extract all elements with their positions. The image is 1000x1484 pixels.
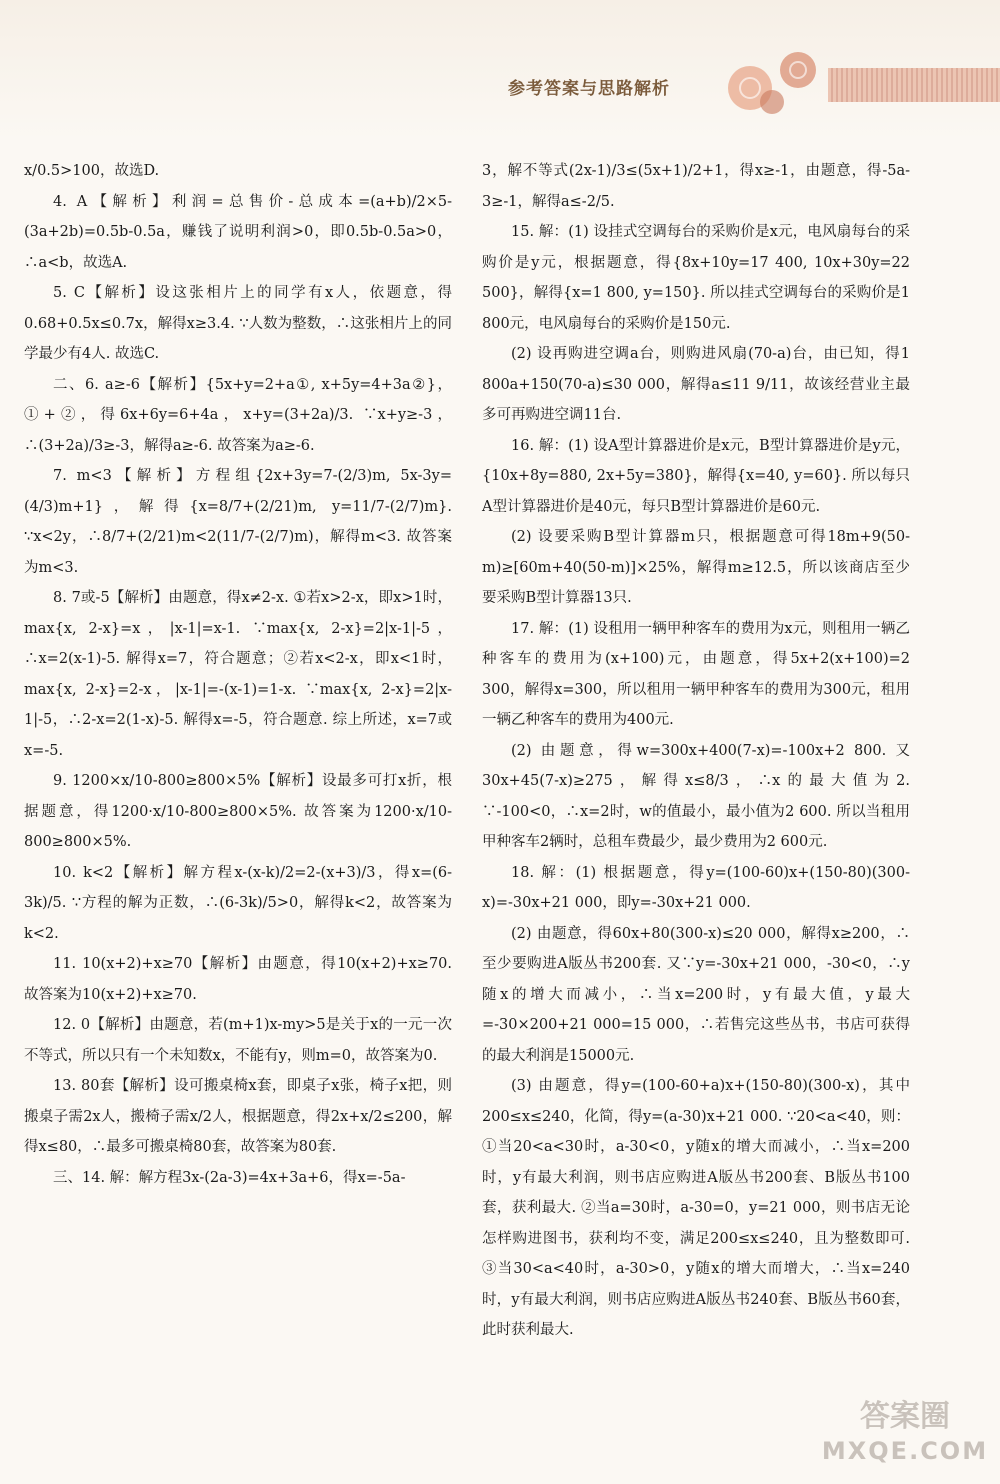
answer-paragraph: 8. 7或-5【解析】由题意，得x≠2-x. ①若x>2-x，即x>1时，max{x, 2-x}=x，|x-1|=x-1. ∵max{x, 2-x}=2|x-1|-5，∴x=2(x-1)-5. 解得x=7，符合题意；②若x<2-x，即x<1时，max{x, 2-x}=2-x，|x-1|=-(x-1)=1-x. ∵max{x, 2-x}=2|x-1|-5，∴2-x=2(1-x)-5. 解得x=-5，符合题意. 综上所述，x=7或x=-5. [24,590,452,759]
right-column [482,156,910,1346]
answer-paragraph: 三、14. 解：解方程3x-(2a-3)=4x+3a+6，得x=-5a- [53,1169,406,1186]
header-decoration-icon [720,40,1000,120]
answer-paragraph: (2) 设要采购B型计算器m只，根据题意可得18m+9(50-m)≥[60m+40(50-m)]×25%，解得m≥12.5，所以该商店至少要采购B型计算器13只. [482,529,910,606]
answer-paragraph: 9. 1200×x/10-800≥800×5%【解析】设最多可打x折，根据题意，得1200·x/10-800≥800×5%. 故答案为1200·x/10-800≥800×5%. [24,773,452,850]
answer-paragraph: 17. 解：(1) 设租用一辆甲种客车的费用为x元，则租用一辆乙种客车的费用为(x+100)元，由题意，得5x+2(x+100)=2 300，解得x=300，所以租用一辆甲种客车的费用为300元，租用一辆乙种客车的费用为400元. [482,620,910,728]
answer-paragraph: 18. 解：(1) 根据题意，得y=(100-60)x+(150-80)(300-x)=-30x+21 000，即y=-30x+21 000. [482,864,910,911]
answer-paragraph: (3) 由题意，得y=(100-60+a)x+(150-80)(300-x)，其中200≤x≤240，化简，得y=(a-30)x+21 000. ∵20<a<40，则：①当20<a<30时，a-30<0，y随x的增大而减小，∴当x=200时，y有最大利润，则书店应购进A版丛书200套、B版丛书100套，获利最大. ②当a=30时，a-30=0，y=21 000，则书店无论怎样购进图书，获利均不变，满足200≤x≤240，且为整数即可. ③当30<a<40时，a-30>0，y随x的增大而增大，∴当x=240时，y有最大利润，则书店应购进A版丛书240套、B版丛书60套，此时获利最大. [482,1078,910,1338]
answer-paragraph: 11. 10(x+2)+x≥70【解析】由题意，得10(x+2)+x≥70. 故答案为10(x+2)+x≥70. [24,956,452,1003]
answer-paragraph: 10. k<2【解析】解方程x-(x-k)/2=2-(x+3)/3，得x=(6-3k)/5. ∵方程的解为正数，∴(6-3k)/5>0，解得k<2，故答案为k<2. [24,864,452,942]
left-column [24,156,452,1193]
answer-paragraph: (2) 由题意，得60x+80(300-x)≤20 000，解得x≥200，∴至少要购进A版丛书200套. 又∵y=-30x+21 000，-30<0，∴y随x的增大而减小，∴当x=200时，y有最大值，y最大=-30×200+21 000=15 000，∴若售完这些丛书，书店可获得的最大利润是15000元. [482,925,910,1064]
answer-paragraph: 3，解不等式(2x-1)/3≤(5x+1)/2+1，得x≥-1，由题意，得-5a-3≥-1，解得a≤-2/5. [482,163,910,210]
watermark [820,1400,990,1470]
answer-paragraph: 5. C【解析】设这张相片上的同学有x人，依题意，得0.68+0.5x≤0.7x，解得x≥3.4. ∵人数为整数，∴这张相片上的同学最少有4人. 故选C. [24,285,452,362]
answer-paragraph: 二、6. a≥-6【解析】{5x+y=2+a①, x+5y=4+3a②}，①+②，得6x+6y=6+4a，x+y=(3+2a)/3. ∵x+y≥-3，∴(3+2a)/3≥-3，解得a≥-6. 故答案为a≥-6. [24,376,452,454]
answer-paragraph: x/0.5>100，故选D. [24,163,160,179]
answer-paragraph: 7. m<3【解析】方程组{2x+3y=7-(2/3)m, 5x-3y=(4/3)m+1}，解得{x=8/7+(2/21)m, y=11/7-(2/7)m}. ∵x<2y，∴8/7+(2/21)m<2(11/7-(2/7)m)，解得m<3. 故答案为m<3. [24,468,452,576]
watermark-url: MXQE.COM [821,1437,989,1465]
page-header-title: 参考答案与思路解析 [508,79,670,99]
answer-paragraph: 13. 80套【解析】设可搬桌椅x套，即桌子x张，椅子x把，则搬桌子需2x人，搬椅子需x/2人，根据题意，得2x+x/2≤200，解得x≤80，∴最多可搬桌椅80套，故答案为80套. [24,1078,452,1155]
answer-paragraph: (2) 由题意，得w=300x+400(7-x)=-100x+2 800. 又30x+45(7-x)≥275，解得x≤8/3，∴x的最大值为2. ∵-100<0，∴x=2时，w的值最小，最小值为2 600. 所以当租用甲种客车2辆时，总租车费最少，最少费用为2 600元. [482,742,910,850]
answer-paragraph: 4. A【解析】利润=总售价-总成本=(a+b)/2×5-(3a+2b)=0.5b-0.5a，赚钱了说明利润>0，即0.5b-0.5a>0，∴a<b，故选A. [24,193,452,271]
answer-paragraph: 16. 解：(1) 设A型计算器进价是x元，B型计算器进价是y元，{10x+8y=880, 2x+5y=380}，解得{x=40, y=60}. 所以每只A型计算器进价是40元，每只B型计算器进价是60元. [482,437,910,515]
answer-paragraph: (2) 设再购进空调a台，则购进风扇(70-a)台，由已知，得1 800a+150(70-a)≤30 000，解得a≤11 9/11，故该经营业主最多可再购进空调11台. [482,346,910,423]
watermark-logo-text: 答案圈 [860,1399,950,1434]
answer-paragraph: 15. 解：(1) 设挂式空调每台的采购价是x元，电风扇每台的采购价是y元，根据题意，得{8x+10y=17 400, 10x+30y=22 500}，解得{x=1 800, y=150}. 所以挂式空调每台的采购价是1 800元，电风扇每台的采购价是150元. [482,224,910,332]
answer-paragraph: 12. 0【解析】由题意，若(m+1)x-my>5是关于x的一元一次不等式，所以只有一个未知数x，不能有y，则m=0，故答案为0. [24,1017,452,1064]
